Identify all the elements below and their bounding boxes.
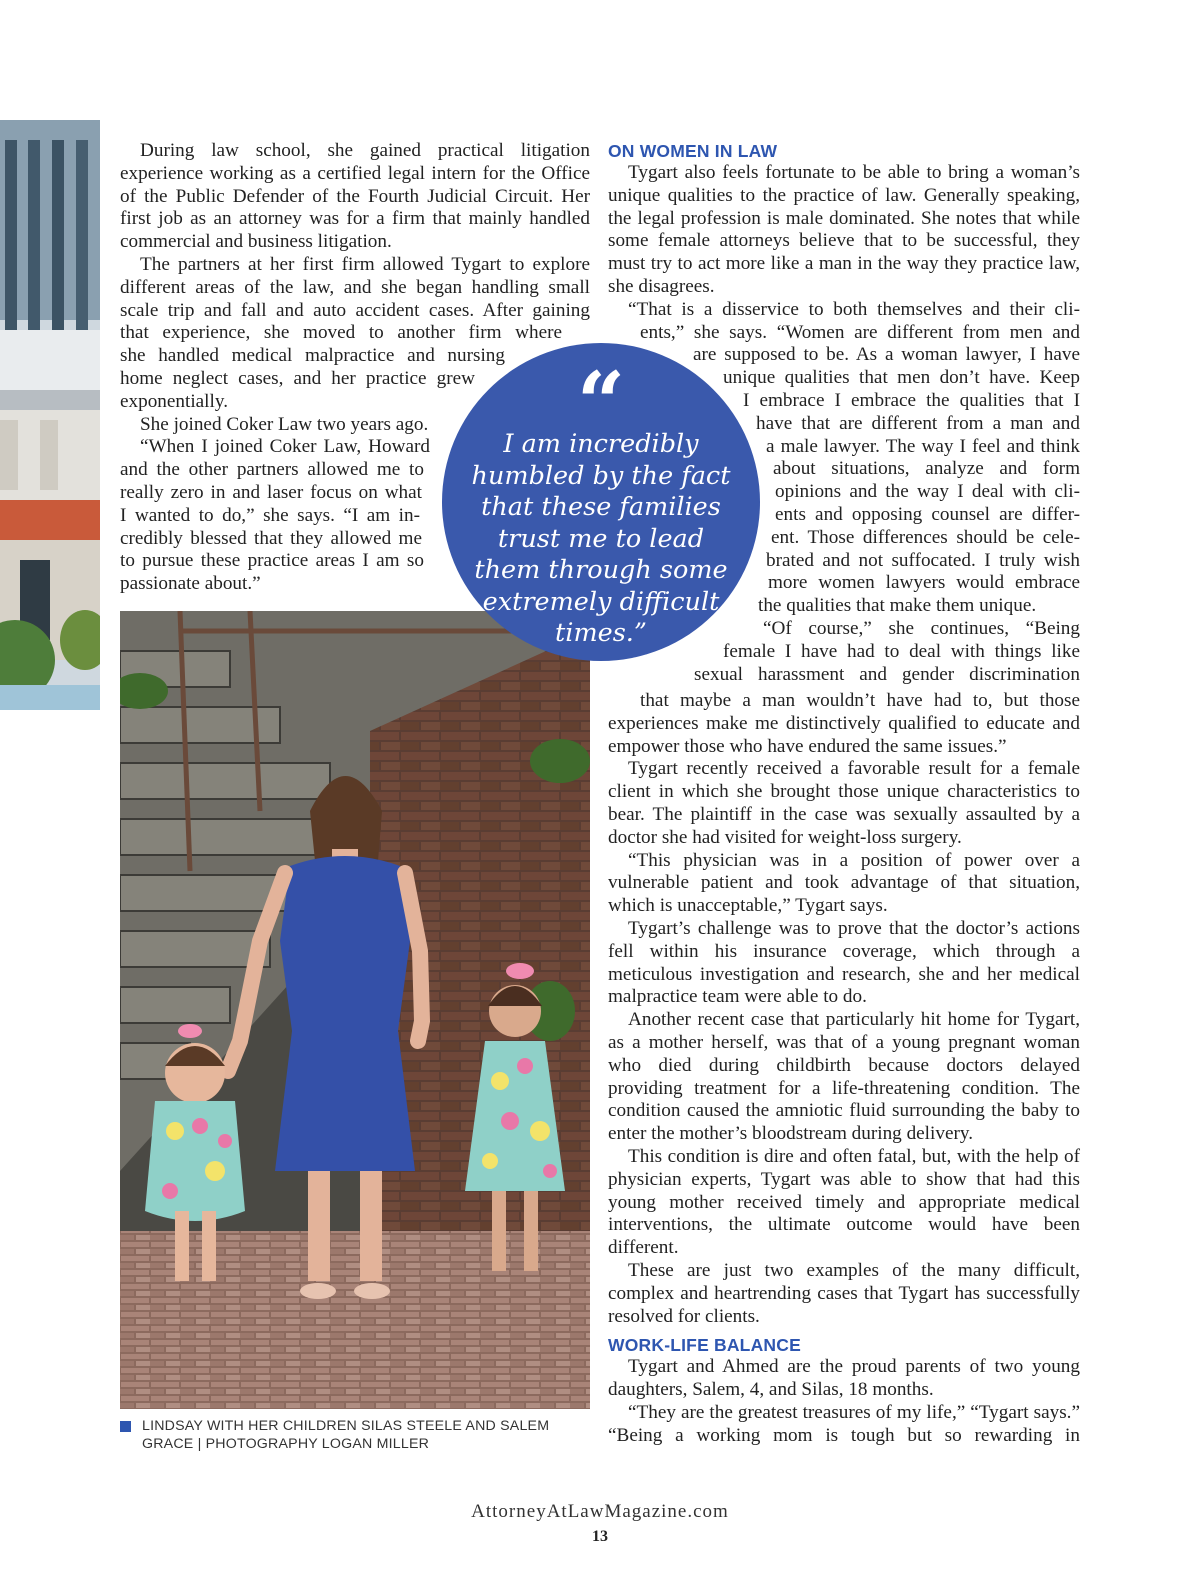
text-line: She joined Coker Law two years ago. [140,413,429,435]
text-line: ents and opposing counsel are differ- [775,503,1080,525]
family-photo [120,611,590,1409]
text-line: to pursue these practice areas I am so [120,550,424,572]
text-line: a male lawyer. The way I feel and think [766,435,1080,457]
right-paragraph-9: These are just two examples of the many difficult, complex and heartrending cases that Tygart has successfully resolved for clients. [608,1259,1080,1327]
text-line: I wanted to do,” she says. “I am in- [120,504,420,526]
right-paragraph-2 [608,299,1080,618]
text-line: passionate about.” [120,573,261,595]
text-line: really zero in and laser focus on what [120,481,422,503]
text-line: have that are different from a man and [756,412,1080,434]
right-paragraph-11: “They are the greatest treasures of my life,” “Tygart says.” “Being a working mom is tough but so rewarding in [608,1401,1080,1446]
right-paragraph-5: “This physician was in a position of power over a vulnerable patient and took advantage of that situation, which is unacceptable,” Tygart says. [608,849,1080,917]
right-paragraph-1: Tygart also feels fortunate to be able to bring a woman’s unique qualities to the practice of law. Generally speaking, the legal profession is male dominated. She notes that while some female attorneys believe that to be successful, they must try to act more like a man in the way they practice law, she disagrees. [608,162,1080,297]
text-line: opinions and the way I deal with cli- [775,481,1080,503]
text-line: “When I joined Coker Law, Howard [140,436,430,458]
text-line: more women lawyers would embrace [768,572,1080,594]
text-line: ents,” she says. “Women are different from men and [640,321,1080,343]
heading-women-in-law: ON WOMEN IN LAW [608,141,778,161]
text-line: credibly blessed that they allowed me [120,527,422,549]
text-line: and the other partners allowed me to [120,459,424,481]
text-line: I embrace I embrace the qualities that I [743,389,1080,411]
left-paragraph-1: During law school, she gained practical litigation experience working as a certified legal intern for the Office of the Public Defender of the Fourth Judicial Circuit. Her first job as an attorney was for a firm that mainly handled commercial and business litigation. [120,140,590,253]
text-line: different areas of the law, and she began handling small [120,276,590,298]
footer-website: AttorneyAtLawMagazine.com [471,1501,729,1522]
text-line: brated and not suffocated. I truly wish [766,549,1080,571]
right-paragraph-4: Tygart recently received a favorable result for a female client in which she brought those unique characteristics to bear. The plaintiff in the case was sexually assaulted by a doctor she had visited for weight-loss surgery. [608,758,1080,848]
text-line: “That is a disservice to both themselves and their cli- [628,298,1080,320]
text-line: unique qualities that men don’t have. Keep [723,367,1080,389]
right-paragraph-10: Tygart and Ahmed are the proud parents of two young daughters, Salem, 4, and Silas, 18 months. [608,1356,1080,1401]
text-line: scale trip and fall and auto accident cases. After gaining [120,299,590,321]
text-line: about situations, analyze and form [773,458,1080,480]
text-line: exponentially. [120,390,228,412]
text-line: The partners at her first firm allowed Tygart to explore [140,253,590,275]
text-line: ent. Those differences should be cele- [771,526,1080,548]
right-paragraph-8: This condition is dire and often fatal, but, with the help of physician experts, Tygart was able to show that had this young mother received timely and appropriate medical interventions, the ultimate outcome would have been different. [608,1145,1080,1259]
pull-quote-text: I am incredibly humbled by the fact that these families trust me to lead them through some extremely difficult times.” [471,429,731,648]
building-photo [0,120,100,710]
right-paragraph-6: Tygart’s challenge was to prove that the doctor’s actions fell within his insurance coverage, which through a meticulous investigation and research, she and her medical malpractice team were able to do. [608,917,1080,1008]
right-paragraph-3-start [608,618,1080,686]
heading-work-life-balance: WORK-LIFE BALANCE [608,1335,801,1356]
right-column-bottom [608,690,1080,1448]
page-number: 13 [592,1528,608,1545]
right-paragraph-3-rest: that maybe a man wouldn’t have had to, but those experiences make me distinctively qualified to educate and empower those who have endured the same issues.” [608,690,1080,757]
right-paragraph-7: Another recent case that particularly hit home for Tygart, as a mother herself, was that of a young pregnant woman who died during childbirth because doctors delayed providing treatment for a life-threatening condition. The condition caused the amniotic fluid surrounding the baby to enter the mother’s bloodstream during delivery. [608,1009,1080,1145]
caption-text: LINDSAY WITH HER CHILDREN SILAS STEELE AND SALEM GRACE | PHOTOGRAPHY LOGAN MILLER [142,1418,550,1452]
text-line: “Of course,” she continues, “Being [763,617,1080,639]
text-line: are supposed to be. As a woman lawyer, I have [693,344,1080,366]
text-line: that experience, she moved to another firm where [120,322,562,344]
text-line: she handled medical malpractice and nursing [120,345,505,367]
text-line: sexual harassment and gender discrimination [694,663,1080,685]
text-line: female I have had to deal with things like [723,640,1080,662]
caption-square-icon [120,1421,131,1432]
text-line: home neglect cases, and her practice grew [120,367,475,389]
right-column-top [608,140,1080,686]
quote-mark-icon: “ [576,353,626,452]
text-line: the qualities that make them unique. [758,595,1037,617]
